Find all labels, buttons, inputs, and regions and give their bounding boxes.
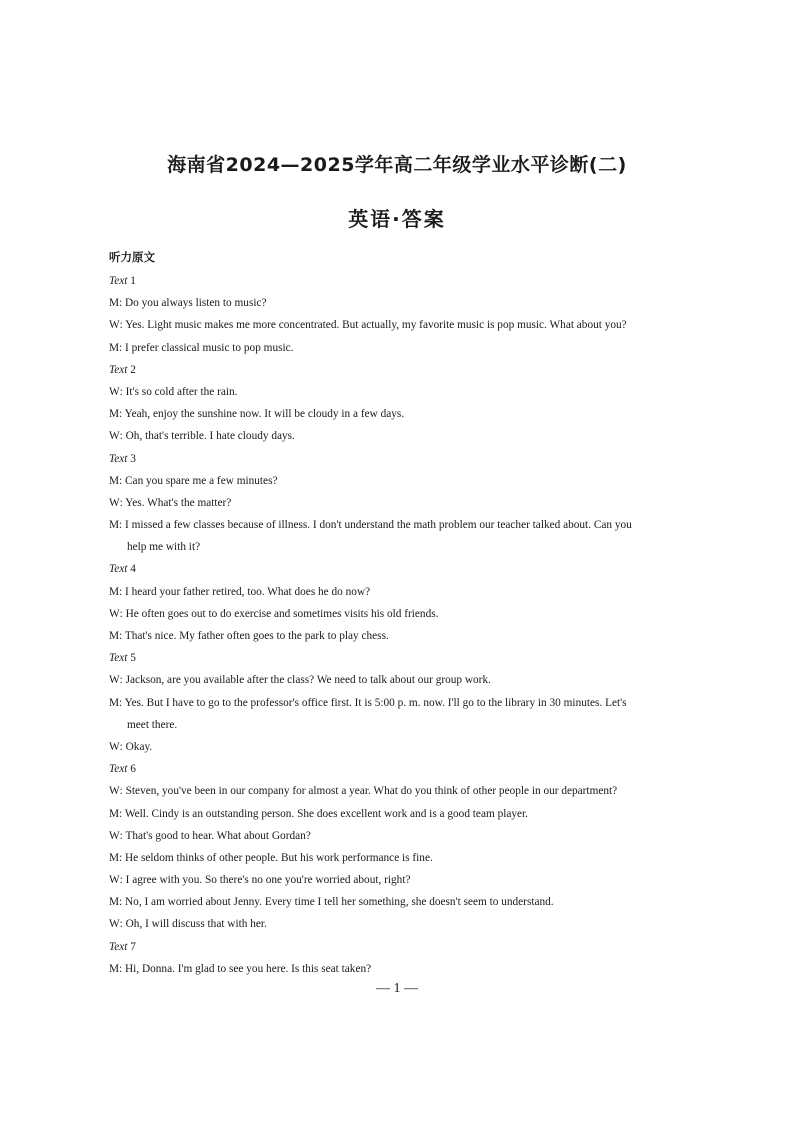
- speaker-colon: :: [119, 385, 126, 398]
- speaker-label: M: [109, 696, 120, 709]
- dialogue-text: Okay.: [125, 740, 153, 753]
- speaker-label: W: [109, 785, 120, 798]
- dialogue-text: No, I am worried about Jenny. Every time I tell her something, she doesn't seem to understand.: [125, 896, 554, 909]
- dialogue-text: That's nice. My father often goes to the park to play chess.: [124, 630, 389, 642]
- speaker-colon: :: [119, 341, 126, 354]
- speaker-label: M: [109, 807, 120, 820]
- dialogue-continuation: meet there.: [127, 718, 178, 731]
- speaker-colon: :: [119, 696, 125, 709]
- page-number: — 1 —: [376, 981, 418, 996]
- speaker-label: W: [109, 385, 120, 398]
- dialogue-text: I prefer classical music to pop music.: [125, 341, 294, 354]
- dialogue-line: [109, 603, 699, 625]
- speaker-label: W: [109, 319, 120, 332]
- text-label-word: Text: [109, 563, 128, 576]
- dialogue-line: [109, 847, 699, 869]
- dialogue-line: [109, 669, 699, 691]
- text-label-word: Text: [109, 652, 128, 665]
- dialogue-line: [109, 958, 699, 980]
- text-label-number: 1: [130, 275, 136, 287]
- speaker-colon: :: [119, 962, 126, 975]
- text-label: [109, 270, 699, 292]
- speaker-colon: :: [119, 585, 126, 598]
- speaker-label: W: [109, 430, 120, 443]
- speaker-colon: :: [119, 874, 126, 887]
- speaker-colon: :: [119, 785, 126, 798]
- text-label-word: Text: [109, 452, 128, 465]
- speaker-label: M: [109, 896, 120, 909]
- speaker-colon: :: [119, 519, 126, 532]
- speaker-label: M: [109, 962, 120, 975]
- text-label-number: 4: [130, 563, 136, 576]
- dialogue-text: Yeah, enjoy the sunshine now. It will be cloudy in a few days.: [124, 408, 405, 421]
- text-label-number: 7: [130, 940, 136, 953]
- speaker-label: M: [109, 851, 120, 864]
- dialogue-line: [109, 692, 699, 714]
- dialogue-line: [109, 470, 699, 492]
- speaker-label: M: [109, 474, 120, 487]
- dialogue-line: [109, 337, 699, 359]
- speaker-label: M: [109, 341, 120, 354]
- speaker-label: M: [109, 519, 120, 532]
- speaker-colon: :: [119, 297, 126, 310]
- dialogue-line: [109, 625, 699, 647]
- dialogue-continuation: help me with it?: [127, 541, 201, 554]
- speaker-colon: :: [119, 807, 125, 820]
- speaker-label: W: [109, 740, 120, 753]
- text-label-word: Text: [109, 363, 128, 376]
- text-label-number: 2: [130, 363, 136, 376]
- dialogue-line: [109, 803, 699, 825]
- speaker-label: M: [109, 585, 120, 598]
- dialogue-text: Well. Cindy is an outstanding person. She does excellent work and is a good team player.: [124, 807, 528, 820]
- text-label-word: Text: [109, 940, 128, 953]
- speaker-colon: :: [119, 430, 126, 443]
- speaker-colon: :: [119, 496, 126, 509]
- text-label: [109, 647, 699, 669]
- speaker-label: W: [109, 674, 120, 687]
- dialogue-line: [109, 314, 699, 336]
- dialogue-line: [109, 869, 699, 891]
- speaker-colon: :: [119, 408, 125, 421]
- dialogue-text: Oh, that's terrible. I hate cloudy days.: [125, 430, 295, 443]
- speaker-label: M: [109, 408, 120, 421]
- dialogue-line: [109, 891, 699, 913]
- speaker-colon: :: [119, 607, 126, 620]
- speaker-colon: :: [119, 740, 126, 753]
- speaker-label: W: [109, 829, 120, 842]
- dialogue-line: [109, 913, 699, 935]
- text-label: [109, 558, 699, 580]
- dialogue-line: [109, 492, 699, 514]
- dialogue-text: Yes. Light music makes me more concentrated. But actually, my favorite music is pop music. What about you?: [125, 319, 627, 332]
- dialogue-line: [109, 514, 699, 536]
- text-label-word: Text: [109, 275, 128, 287]
- dialogue-line: [109, 825, 699, 847]
- speaker-label: M: [109, 297, 120, 310]
- dialogue-text: I agree with you. So there's no one you're worried about, right?: [125, 874, 411, 887]
- text-label: [109, 448, 699, 470]
- dialogue-text: Can you spare me a few minutes?: [125, 474, 278, 487]
- speaker-label: M: [109, 630, 120, 642]
- dialogue-text: It's so cold after the rain.: [125, 385, 238, 398]
- speaker-label: W: [109, 874, 120, 887]
- text-label-word: Text: [109, 763, 128, 776]
- dialogue-line: [109, 581, 699, 603]
- dialogue-line: [109, 403, 699, 425]
- text-label: [109, 359, 699, 381]
- speaker-colon: :: [119, 319, 126, 332]
- document-title: 海南省2024—2025学年高二年级学业水平诊断(二): [167, 154, 627, 176]
- dialogue-text: I heard your father retired, too. What does he do now?: [125, 585, 371, 598]
- document-subtitle: 英语·答案: [348, 207, 446, 231]
- dialogue-text: Do you always listen to music?: [125, 297, 267, 310]
- dialogue-line: [109, 381, 699, 403]
- dialogue-text: Steven, you've been in our company for almost a year. What do you think of other people in our department?: [125, 785, 618, 798]
- speaker-colon: :: [119, 918, 126, 931]
- text-label-number: 6: [130, 763, 136, 776]
- dialogue-line: [109, 292, 699, 314]
- transcript: [109, 270, 699, 980]
- dialogue-line: [109, 425, 699, 447]
- speaker-colon: :: [119, 474, 126, 487]
- dialogue-line: [109, 780, 699, 802]
- text-label-number: 5: [130, 652, 136, 665]
- speaker-colon: :: [119, 851, 126, 864]
- text-label: [109, 758, 699, 780]
- dialogue-text: I missed a few classes because of illness. I don't understand the math problem our teacher talked about. Can you: [125, 519, 632, 532]
- speaker-colon: :: [119, 630, 125, 642]
- dialogue-text: Oh, I will discuss that with her.: [125, 918, 267, 931]
- speaker-label: W: [109, 918, 120, 931]
- dialogue-text: Jackson, are you available after the class? We need to talk about our group work.: [125, 674, 491, 687]
- speaker-label: W: [109, 607, 120, 620]
- dialogue-line: [109, 736, 699, 758]
- dialogue-text: That's good to hear. What about Gordan?: [125, 829, 311, 842]
- speaker-colon: :: [119, 896, 126, 909]
- speaker-colon: :: [119, 829, 126, 842]
- speaker-colon: :: [119, 674, 126, 687]
- text-label: [109, 936, 699, 958]
- text-label-number: 3: [130, 452, 136, 465]
- section-heading: 听力原文: [109, 250, 155, 264]
- dialogue-text: He seldom thinks of other people. But his work performance is fine.: [125, 851, 433, 864]
- speaker-label: W: [109, 496, 120, 509]
- dialogue-text: Hi, Donna. I'm glad to see you here. Is this seat taken?: [125, 962, 372, 975]
- dialogue-text: Yes. What's the matter?: [125, 496, 232, 509]
- dialogue-text: He often goes out to do exercise and sometimes visits his old friends.: [125, 607, 439, 620]
- dialogue-text: Yes. But I have to go to the professor's office first. It is 5:00 p. m. now. I'll go to the library in 30 minutes. Let's: [124, 696, 627, 709]
